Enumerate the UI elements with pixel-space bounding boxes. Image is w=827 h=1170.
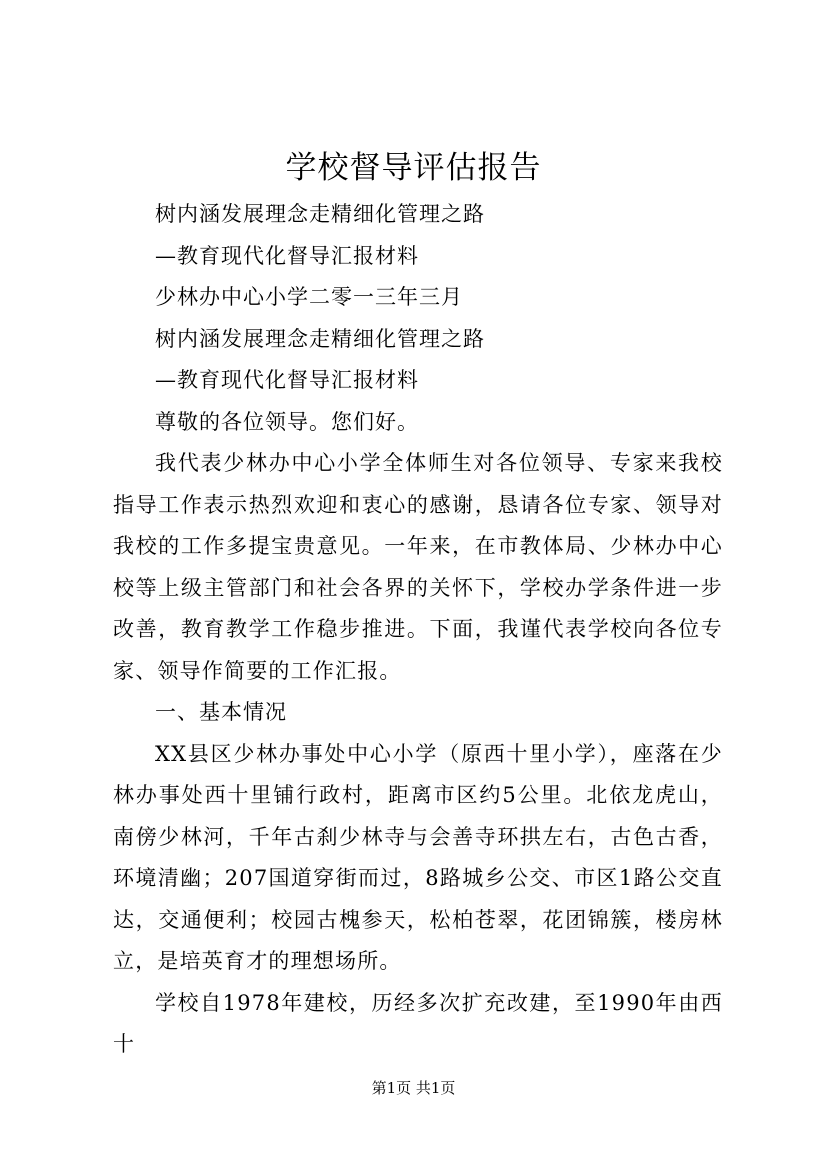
section-heading: 一、基本情况	[155, 700, 287, 724]
date-line: 少林办中心小学二零一三年三月	[155, 285, 463, 309]
body-paragraph: 学校自1978年建校，历经多次扩充改建，至1990年由西十	[113, 990, 723, 1056]
body-paragraph: 我代表少林办中心小学全体师生对各位领导、专家来我校指导工作表示热烈欢迎和衷心的感谢，恳请各位专家、领导对我校的工作多提宝贵意见。一年来，在市教体局、少林办中心校等上级主管部门和社会各界的关怀下，学校办学条件进一步改善，教育教学工作稳步推进。下面，我谨代表学校向各位专家、领导作简要的工作汇报。	[113, 451, 723, 683]
subtitle-line: 树内涵发展理念走精细化管理之路	[155, 202, 485, 226]
document-body	[113, 194, 723, 1066]
subtitle-line: —教育现代化督导汇报材料	[155, 368, 419, 392]
subtitle-line: —教育现代化督导汇报材料	[155, 243, 419, 268]
body-paragraph: XX县区少林办事处中心小学（原西十里小学），座落在少林办事处西十里铺行政村，距离市区约5公里。北依龙虎山，南傍少林河，千年古刹少林寺与会善寺环拱左右，古色古香，环境清幽；207国道穿街而过，8路城乡公交、市区1路公交直达，交通便利；校园古槐参天，松柏苍翠，花团锦簇，楼房林立，是培英育才的理想场所。	[113, 741, 723, 973]
subtitle-line: 树内涵发展理念走精细化管理之路	[155, 326, 485, 351]
document-title: 学校督导评估报告	[285, 150, 542, 186]
page-footer: 第1页 共1页	[371, 1079, 456, 1097]
greeting-line: 尊敬的各位领导。您们好。	[155, 409, 419, 434]
